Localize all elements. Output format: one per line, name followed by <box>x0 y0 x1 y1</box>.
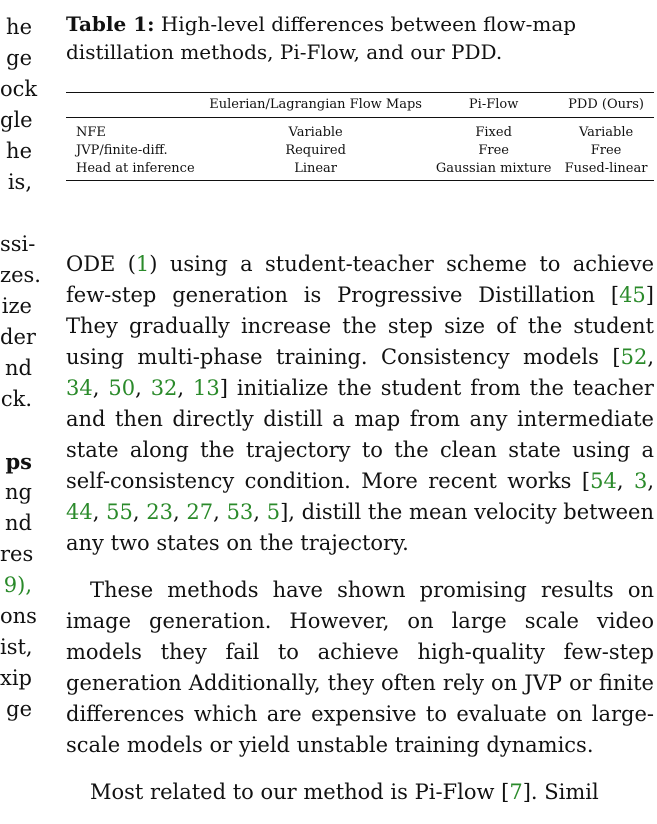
citation-link[interactable]: 53 <box>226 500 254 524</box>
comparison-table <box>66 92 654 181</box>
table-header-cell: PDD (Ours) <box>558 93 654 118</box>
left-line: ge <box>6 46 32 70</box>
paragraph-3 <box>66 777 654 808</box>
table-cell: JVP/finite-diff. <box>76 143 168 158</box>
left-line: ock <box>0 77 38 101</box>
table-cell: Free <box>590 143 622 158</box>
table-cell: Variable <box>288 125 343 140</box>
citation-link[interactable]: 3 <box>633 469 648 493</box>
text-run: ]. Simil <box>522 780 599 804</box>
left-line: nd <box>5 511 32 535</box>
citation-link[interactable]: 54 <box>590 469 617 493</box>
left-heading-fragment: ps <box>5 449 32 474</box>
text-run: ], distill the mean velocity between any two states on the trajectory. <box>66 500 654 555</box>
left-line: ize <box>1 294 32 318</box>
equation-ref-link[interactable]: 1 <box>135 252 150 276</box>
left-line: he <box>6 139 32 163</box>
left-line: der <box>0 325 36 349</box>
citation-link[interactable]: 34 <box>66 376 93 400</box>
table-header-cell: Eulerian/Lagrangian Flow Maps <box>202 93 429 118</box>
citation-link[interactable]: 44 <box>66 500 93 524</box>
left-line: is, <box>7 170 32 194</box>
left-line: zes. <box>0 263 41 287</box>
citation-link[interactable]: 32 <box>150 376 178 400</box>
text-run: ] initialize the student from the teacher and then directly distill a map from any intermediate state along the trajectory to the clean state using a self-consistency condition. More recent works [ <box>66 376 654 493</box>
left-line-gap <box>0 198 32 229</box>
left-line: he <box>6 15 32 39</box>
citation-link[interactable]: 5 <box>266 500 281 524</box>
body-text <box>66 249 654 808</box>
left-line-citation: 9), <box>3 573 32 597</box>
left-line: nd <box>5 356 32 380</box>
left-line: ng <box>5 480 32 504</box>
left-line: xip <box>0 666 33 690</box>
citation-link[interactable]: 27 <box>186 500 214 524</box>
citation-link[interactable]: 23 <box>146 500 174 524</box>
left-line-gap <box>0 415 32 446</box>
citation-link[interactable]: 13 <box>193 376 220 400</box>
table-row <box>66 142 654 160</box>
citation-link[interactable]: 7 <box>509 780 523 804</box>
right-column <box>66 10 654 824</box>
table-cell: NFE <box>76 125 106 140</box>
table-row <box>66 160 654 181</box>
text-run: ODE ( <box>66 252 136 276</box>
left-line: ons <box>0 604 37 628</box>
left-line: gle <box>0 108 33 132</box>
paragraph-2: These methods have shown promising results on image generation. However, on large scale video models they fail to achieve high-quality few-step generation Additionally, they often rely on JVP or finite differences which are expensive to evaluate on large-scale models or yield unstable training dynamics. <box>66 578 654 757</box>
text-run: Most related to our method is Pi-Flow [ <box>90 780 510 804</box>
table-label: Table 1: <box>66 12 155 36</box>
table-row <box>66 118 654 143</box>
left-line: res <box>0 542 34 566</box>
table-header-cell <box>66 93 202 118</box>
table-cell: Free <box>478 143 509 158</box>
citation-link[interactable]: 52 <box>620 345 648 369</box>
table-cell: Fused-linear <box>564 161 648 176</box>
left-line: ist, <box>0 635 33 659</box>
left-column-fragments <box>0 12 41 725</box>
citation-link[interactable]: 55 <box>106 500 133 524</box>
left-line: ssi- <box>0 232 36 256</box>
table-cell: Gaussian mixture <box>435 161 552 176</box>
table-cell: Variable <box>578 125 634 140</box>
citation-link[interactable]: 45 <box>619 283 646 307</box>
text-run: ) using a student-teacher scheme to achieve few-step generation is Progressive Distillation [ <box>66 252 654 307</box>
table-cell: Required <box>285 143 346 158</box>
text-run: ] They gradually increase the step size of the student using multi-phase training. Consistency models [ <box>66 283 654 369</box>
table-header-cell: Pi-Flow <box>429 93 558 118</box>
table-cell: Head at inference <box>76 161 195 176</box>
table-header-row <box>66 93 654 118</box>
paragraph-1: ODE (1) using a student-teacher scheme to achieve few-step generation is Progressive Distillation [45] They gradually increase the step size of the student using multi-phase training. Consistency models [52, 34, 50, 32, 13] initialize the student from the teacher and then directly distill a map from any intermediate state along the trajectory to the clean state using a self-consistency condition. More recent works [54, 3, 44, 55, 23, 27, 53, 5], distill the mean velocity between any two states on the trajectory. <box>66 252 654 555</box>
left-line: ck. <box>0 387 32 411</box>
table-caption-text: High-level differences between flow-map distillation methods, Pi-Flow, and our PDD. <box>66 12 577 64</box>
table-caption <box>66 10 654 66</box>
left-line: ge <box>6 697 32 721</box>
table-cell: Fixed <box>475 125 512 140</box>
table-cell: Linear <box>294 161 338 176</box>
citation-link[interactable]: 50 <box>108 376 136 400</box>
